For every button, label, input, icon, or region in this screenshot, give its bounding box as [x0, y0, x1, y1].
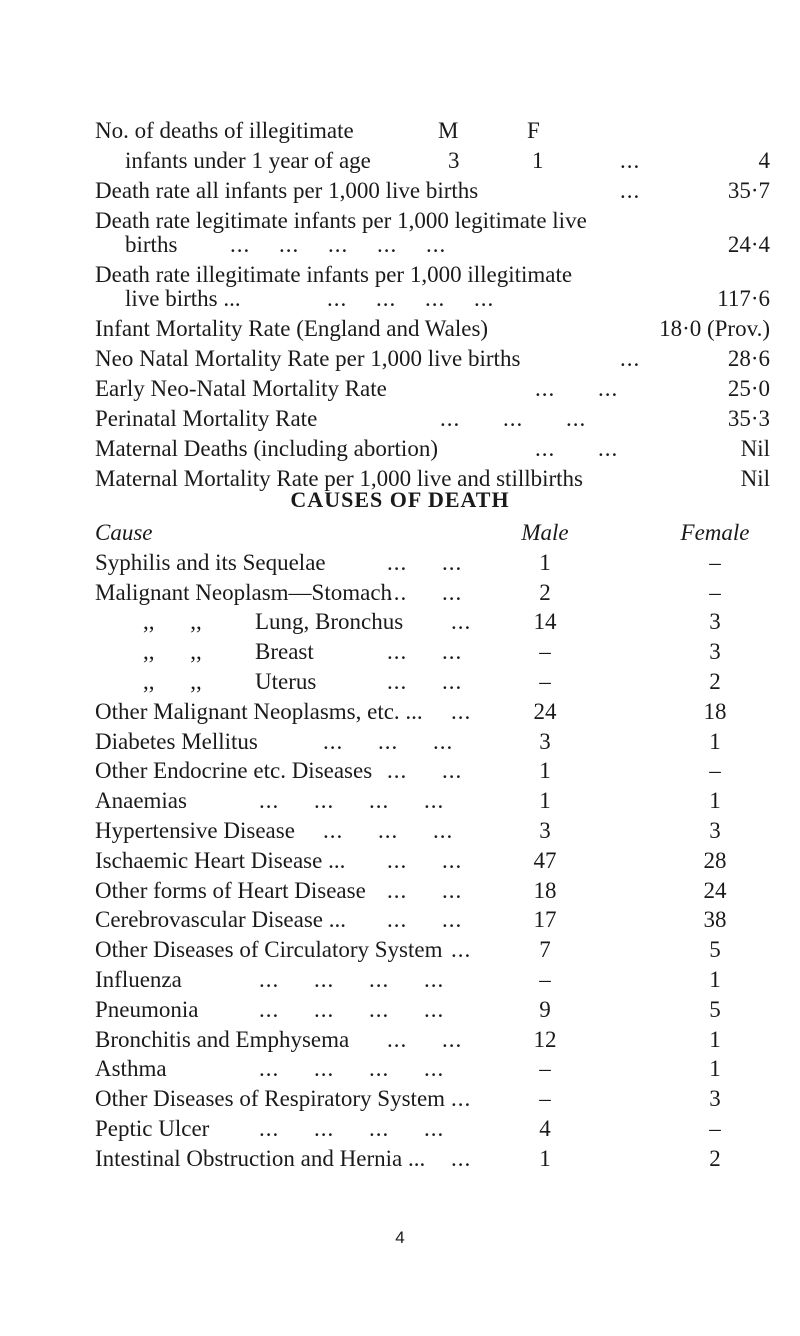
stat-line	[95, 436, 770, 466]
female-count: 3	[709, 609, 721, 635]
cause-name: Malignant Neoplasm—Stomach	[95, 579, 393, 605]
cause-name: Influenza	[95, 966, 182, 992]
leader-dots: ... ...	[387, 877, 463, 903]
male-count: 17	[533, 907, 557, 933]
cause-name: Other forms of Heart Disease	[95, 877, 366, 903]
leader-dots: ...	[620, 148, 641, 173]
cause-name: Asthma	[95, 1056, 167, 1082]
stat-line	[95, 232, 770, 262]
stat-line	[95, 406, 770, 436]
male-count: 1	[539, 788, 551, 814]
stat-value: 18·0 (Prov.)	[659, 316, 770, 341]
stat-label: Death rate all infants per 1,000 live births	[95, 178, 479, 203]
male-count: 4	[539, 1115, 551, 1141]
leader-dots: ... ... ... ...	[259, 966, 445, 992]
stat-line	[95, 346, 770, 376]
leader-dots: ... ...	[387, 1026, 463, 1052]
female-count: 2	[709, 668, 721, 694]
leader-dots: ... ...	[387, 639, 463, 665]
leader-dots: ...	[451, 1086, 472, 1112]
table-row	[95, 1056, 775, 1086]
table-row	[95, 1027, 775, 1057]
causes-of-death-title: CAUSES OF DEATH	[290, 487, 510, 512]
female-count: 1	[709, 1026, 721, 1052]
female-heading: F	[527, 118, 540, 143]
stat-label: births	[125, 232, 178, 257]
leader-dots: ... ...	[387, 907, 463, 933]
table-row	[95, 997, 775, 1027]
cause-name: Cerebrovascular Disease ...	[95, 907, 346, 933]
female-count: 28	[703, 847, 727, 873]
stat-line	[95, 316, 770, 346]
cause-name: Uterus	[255, 668, 317, 694]
stat-label: Maternal Mortality Rate per 1,000 live and stillbirths	[95, 466, 584, 491]
cause-name: Other Malignant Neoplasms, etc. ...	[95, 698, 423, 724]
leader-dots: ...	[451, 698, 472, 724]
male-count: 47	[533, 847, 557, 873]
table-row	[95, 848, 775, 878]
stat-label: Maternal Deaths (including abortion)	[95, 436, 438, 461]
male-count: –	[539, 966, 551, 992]
leader-dots: ...	[451, 609, 472, 635]
stat-line	[95, 376, 770, 406]
stat-value: Nil	[740, 466, 770, 491]
female-count: 5	[709, 937, 721, 963]
female-count: 1	[709, 788, 721, 814]
cause-column-header: Cause	[95, 520, 153, 545]
female-count: 3	[709, 639, 721, 665]
male-count: –	[539, 668, 551, 694]
female-count: 24	[703, 877, 727, 903]
leader-dots: ... ... ...	[323, 817, 454, 843]
male-count: 3	[448, 148, 460, 173]
leader-dots: ...	[620, 178, 641, 203]
cause-name: Lung, Bronchus	[255, 609, 404, 635]
female-count: 38	[703, 907, 727, 933]
stat-value: 35·7	[727, 178, 770, 203]
leader-dots: ... ... ...	[440, 406, 587, 431]
stat-label: Death rate legitimate infants per 1,000 legitimate live	[95, 208, 587, 233]
ditto-marks: ,, ,,	[143, 609, 202, 635]
stat-label: Death rate illegitimate infants per 1,000 illegitimate	[95, 262, 573, 287]
table-row	[95, 580, 775, 610]
table-row	[95, 699, 775, 729]
stat-label: Infant Mortality Rate (England and Wales)	[95, 316, 489, 341]
causes-of-death-table	[95, 520, 775, 1176]
female-count: –	[709, 1115, 721, 1141]
female-count: 1	[709, 728, 721, 754]
stat-line	[95, 148, 770, 178]
stat-value: 35·3	[727, 406, 770, 431]
stat-line	[95, 118, 770, 148]
table-row	[95, 639, 775, 669]
stat-line	[95, 208, 770, 232]
leader-dots: ... ... ... ...	[259, 788, 445, 814]
leader-dots: ... ...	[387, 579, 463, 605]
male-count: 1	[539, 549, 551, 575]
table-row	[95, 818, 775, 848]
table-row	[95, 1146, 775, 1176]
leader-dots: ... ...	[387, 847, 463, 873]
male-count: –	[539, 1086, 551, 1112]
infant-maternal-statistics	[95, 118, 770, 496]
leader-dots: ... ...	[387, 549, 463, 575]
leader-dots: ...	[620, 346, 641, 371]
table-row	[95, 878, 775, 908]
cause-name: Ischaemic Heart Disease ...	[95, 847, 346, 873]
stat-value: 24·4	[727, 232, 770, 257]
cause-name: Other Diseases of Respiratory System	[95, 1086, 446, 1112]
stat-value: 4	[758, 148, 770, 173]
page-number: 4	[395, 1228, 405, 1247]
female-count: 1	[709, 966, 721, 992]
leader-dots: ... ... ... ... ...	[230, 232, 447, 257]
stat-value: 117·6	[717, 286, 770, 311]
table-header	[95, 520, 775, 550]
table-row	[95, 907, 775, 937]
leader-dots: ... ... ... ...	[259, 996, 445, 1022]
female-count: 3	[709, 817, 721, 843]
stat-value: 25·0	[727, 376, 770, 401]
stat-line	[95, 286, 770, 316]
male-count: 24	[533, 698, 557, 724]
ditto-marks: ,, ,,	[143, 668, 202, 694]
stat-label: Early Neo-Natal Mortality Rate	[95, 376, 387, 401]
cause-name: Other Diseases of Circulatory System	[95, 937, 443, 963]
table-body	[95, 550, 775, 1176]
stat-value: 28·6	[727, 346, 770, 371]
stat-label: No. of deaths of illegitimate	[95, 118, 354, 143]
table-row	[95, 669, 775, 699]
table-row	[95, 758, 775, 788]
ditto-marks: ,, ,,	[143, 639, 202, 665]
leader-dots: ...	[451, 1145, 472, 1171]
stat-line	[95, 262, 770, 286]
female-count: –	[709, 758, 721, 784]
leader-dots: ... ... ...	[323, 728, 454, 754]
table-row	[95, 729, 775, 759]
female-count: 5	[709, 996, 721, 1022]
table-row	[95, 1086, 775, 1116]
female-column-header: Female	[680, 520, 750, 545]
female-count: –	[709, 549, 721, 575]
cause-name: Other Endocrine etc. Diseases	[95, 758, 373, 784]
male-count: 1	[539, 758, 551, 784]
cause-name: Breast	[255, 639, 314, 665]
female-count: 3	[709, 1086, 721, 1112]
stat-label: Neo Natal Mortality Rate per 1,000 live births	[95, 346, 521, 371]
male-count: 3	[539, 817, 551, 843]
male-count: 7	[539, 937, 551, 963]
male-column-header: Male	[521, 520, 569, 545]
stat-label: live births ...	[125, 286, 241, 311]
male-count: 2	[539, 579, 551, 605]
female-count: 18	[703, 698, 727, 724]
stat-label: infants under 1 year of age	[125, 148, 371, 173]
leader-dots: ... ...	[387, 758, 463, 784]
table-row	[95, 967, 775, 997]
male-count: 12	[533, 1026, 557, 1052]
table-row	[95, 550, 775, 580]
female-count: 1	[532, 148, 544, 173]
male-count: 18	[533, 877, 557, 903]
male-count: 9	[539, 996, 551, 1022]
male-count: –	[539, 639, 551, 665]
cause-name: Hypertensive Disease	[95, 817, 295, 843]
leader-dots: ... ... ... ...	[327, 286, 495, 311]
table-row	[95, 609, 775, 639]
leader-dots: ... ... ... ...	[259, 1056, 445, 1082]
female-count: 1	[709, 1056, 721, 1082]
cause-name: Syphilis and its Sequelae	[95, 549, 326, 575]
cause-name: Anaemias	[95, 788, 187, 814]
leader-dots: ... ...	[535, 376, 619, 401]
leader-dots: ... ...	[387, 668, 463, 694]
female-count: –	[709, 579, 721, 605]
stat-line	[95, 178, 770, 208]
table-row	[95, 1116, 775, 1146]
table-row	[95, 937, 775, 967]
stat-value: Nil	[740, 436, 770, 461]
table-row	[95, 788, 775, 818]
cause-name: Bronchitis and Emphysema	[95, 1026, 350, 1052]
male-count: 3	[539, 728, 551, 754]
stat-label: Perinatal Mortality Rate	[95, 406, 318, 431]
leader-dots: ...	[451, 937, 472, 963]
male-heading: M	[438, 118, 459, 143]
cause-name: Pneumonia	[95, 996, 199, 1022]
male-count: 14	[533, 609, 557, 635]
cause-name: Peptic Ulcer	[95, 1115, 210, 1141]
female-count: 2	[709, 1145, 721, 1171]
leader-dots: ... ...	[535, 436, 619, 461]
cause-name: Intestinal Obstruction and Hernia ...	[95, 1145, 426, 1171]
cause-name: Diabetes Mellitus	[95, 728, 258, 754]
male-count: 1	[539, 1145, 551, 1171]
leader-dots: ... ... ... ...	[259, 1115, 445, 1141]
male-count: –	[539, 1056, 551, 1082]
